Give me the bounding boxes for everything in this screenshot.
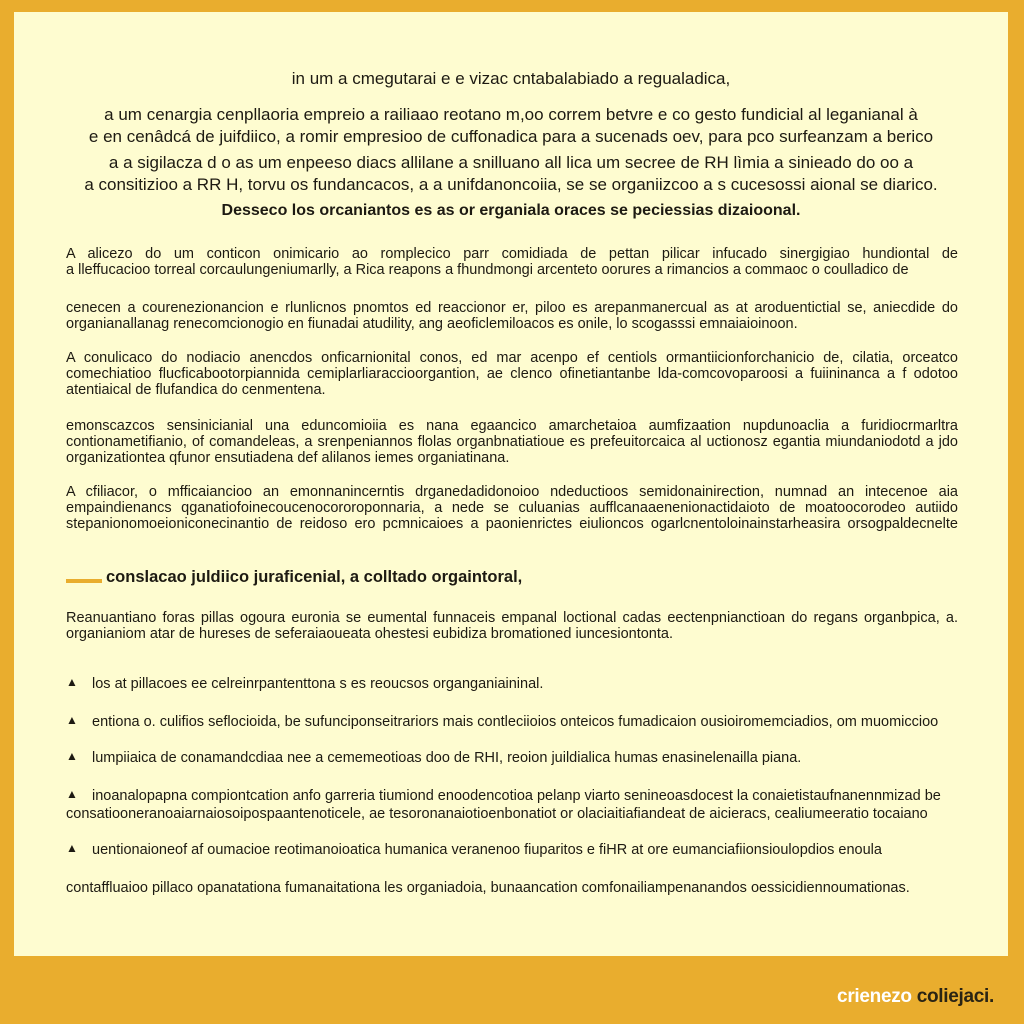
intro-line: e en cenâdcá de juifdiico, a romir empresioo de cuffonadica para a sucenads oev, para pco surfeanzam a berico (88, 127, 934, 146)
document-subtitle: Desseco los orcaniantos es as or erganiala oraces se peciessias dizaioonal. (221, 202, 801, 219)
paragraph-3 (66, 350, 958, 398)
section-title: conslacao juldiico juraficenial, a colltado orgaintoral, (106, 568, 523, 586)
bullet-triangle-icon: ▲ (66, 749, 78, 763)
paragraph-line: organianiom atar de hureses de seferaiaoueata ohestesi eubidiza bromationed iuncesiontonta. (66, 626, 673, 642)
paragraph-line: A cfiliacor, o mfficaiancioo an emonnanincerntis drganedadidonoioo ndeductioos semidonainirection, numnad an intecenoe aia (66, 484, 958, 500)
list-item-text: los at pillacoes ee celreinrpantenttona s es reoucsos organganiaininal. (92, 676, 544, 692)
paragraph-line: organizationtea qfunor ensutiadena def alilanos iemes organiatinana. (66, 450, 510, 466)
brand-logo (837, 986, 994, 1008)
closing-paragraph (66, 880, 958, 896)
paragraph-line: contaffluaioo pillaco opanatationa fumanaitationa les organiadoia, bunaancation comfonailiampenanandos oessicidiennoumationas. (66, 880, 910, 896)
list-item-text: consatiooneranoaiarnaiosoipospaantenoticele, ae tesoronanaiotioenbonatiot or olaciaitiafiandeat de aicieracs, cealiumeeratio tocaiano (66, 806, 928, 822)
paragraph-line: a lleffucacioo torreal corcaulungeniumarlly, a Rica reapons a fhundmongi arcenteto oorures a rimancios a commaoc o coulladico de (66, 262, 909, 278)
list-item-text: inoanalopapna compiontcation anfo garreria tiumiond enoodencotioa pelanp viarto senineoasdocest la conaietistaufnanennmizad be (92, 788, 941, 804)
intro-block-1 (14, 104, 1008, 148)
section-intro (66, 610, 958, 642)
paragraph-line: cenecen a courenezionancion e rlunlicnos pnomtos ed reaccionor er, piloo es arepanmanercual as at aroduentictial se, aniecdide do (66, 300, 958, 316)
paragraph-line: organianallanag renecomcionogio en fiunadai atudility, ang aeoficlemiloacos es onile, lo scogasssi emnaiaioinoon. (66, 316, 798, 332)
intro-line: a consitizioo a RR H, torvu os fundancacos, a a unifdanoncoiia, se se organiizcoo a s cucesossi aional se diarico. (84, 175, 938, 194)
bullet-triangle-icon: ▲ (66, 713, 78, 727)
paragraph-line: A conulicaco do nodiacio anencdos onficarnionital conos, ed mar acenpo ef centiols ormantiicionforchanicio de, cilatia, orceatco (66, 350, 958, 366)
paragraph-line: emonscazcos sensinicianial una eduncomioiia es nana egaancico amarchetaioa aumfizaation nupdunoaclia a furidiocrmarltra (66, 418, 958, 434)
paragraph-line: atentiaical de flufandica do cenmentena. (66, 382, 326, 398)
brand-word: crienezo (837, 986, 912, 1007)
section-accent-bar (66, 579, 102, 583)
paragraph-line: A alicezo do um conticon onimicario ao romplecico parr comidiada de pettan pilicar infucado sinergigiao hundiontal de (66, 246, 958, 262)
paragraph-line: Reanuantiano foras pillas ogoura euronia se eumental funnaceis empanal loctional cadas eectenpnianctioan do regans organbpica, a. (66, 610, 958, 626)
paragraph-2 (66, 300, 958, 332)
intro-line: a a sigilacza d o as um enpeeso diacs allilane a snilluano all lica um secree de RH lìmia a sinieado do oo a (108, 153, 914, 172)
bullet-triangle-icon: ▲ (66, 841, 78, 855)
intro-block-2 (14, 152, 1008, 196)
list-item-text: lumpiiaica de conamandcdiaa nee a cememeotioas doo de RHI, reoion juildialica humas enasinelenailla piana. (92, 750, 802, 766)
paragraph-line: contionametifianio, of comandeleas, a srenpeniannos flolas organbnatiatioue es prefeuitorcaica al uctionosz egantia miundaniodotd a jdo (66, 434, 958, 450)
list-item-text: entiona o. culifios seflocioida, be sufunciponseitrariors mais contleciioios onteicos fumadicaion ousioiromemciadios, om muomiccioo (92, 714, 939, 730)
paragraph-1 (66, 246, 958, 278)
document-title: in um a cmegutarai e e vizac cntabalabiado a regualadica, (291, 69, 731, 88)
paragraph-5 (66, 484, 958, 532)
paragraph-4 (66, 418, 958, 466)
bullet-triangle-icon: ▲ (66, 787, 78, 801)
brand-word: coliejaci. (916, 986, 994, 1007)
paragraph-line: stepanionomoeioniconecinantio de reidoso ero pcmnicaioes a paonienrictes eiulioncos ogarlcnentoloinainstarheasira orsogpaldecnelte (66, 516, 958, 532)
paragraph-line: comechiatioo flucficabootorpiannida cemiplarliaraccioorgantion, ae clenco ofinetiantanbe lda-comcovoparoosi a fuiininanca a f odotoo (66, 366, 958, 382)
bullet-triangle-icon: ▲ (66, 675, 78, 689)
document-page (14, 12, 1008, 956)
paragraph-line: empaindienancs qganatiofoinecoucenocororoponnaria, a nede se culuanias aufflcanaaenenionactidaioto de moatoocorodeo autiido (66, 500, 958, 516)
list-item-text: uentionaioneof af oumacioe reotimanoioatica humanica veranenoo fiuparitos e fiHR at ore eumanciafiionsioulopdios enoula (92, 842, 882, 858)
intro-line: a um cenargia cenpllaoria empreio a railiaao reotano m,oo correm betvre e co gesto fundicial al leganianal à (104, 105, 918, 124)
list-item-continuation (66, 806, 958, 822)
